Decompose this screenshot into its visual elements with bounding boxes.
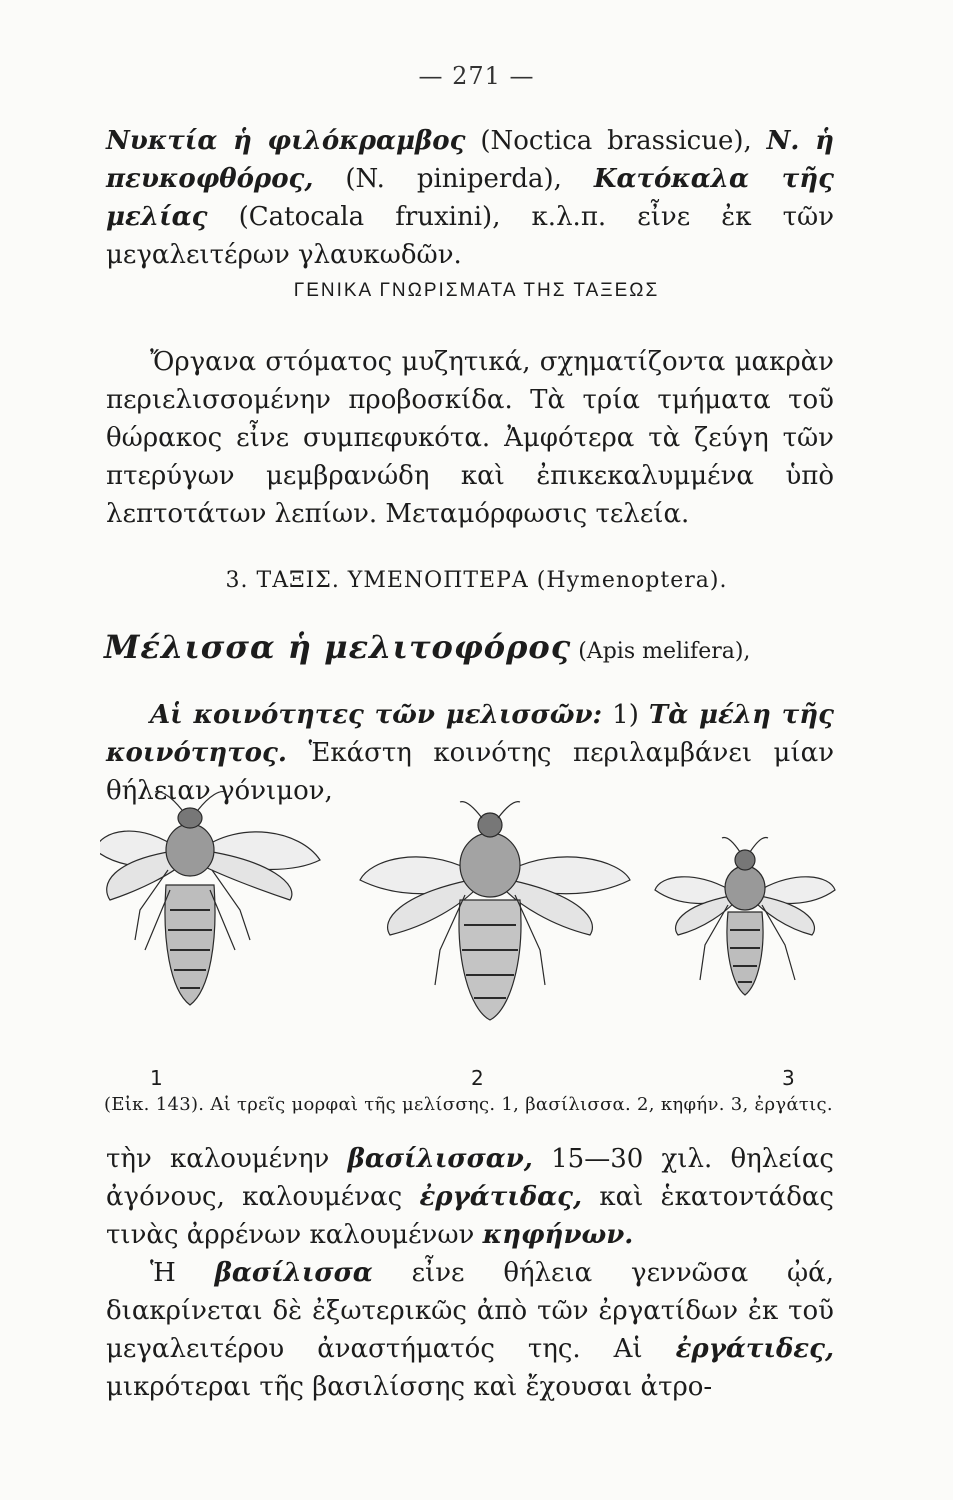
figure-label-3: 3: [782, 1066, 795, 1090]
cont-text-2: 15—30 χιλ. θηλείας ἀγόνους, καλουμένας: [106, 1144, 834, 1212]
general-text: Ὄργανα στόματος μυζητικά, σχηματίζοντα μακρὰν περιελισσομένην προβοσκίδα. Τὰ τρία τμήματα τοῦ θώρακος εἶνε συμπεφυκότα. Ἀμφότερα τὰ ζεύγη τῶν πτερύγων μεμβρανώδη καὶ ἐπικεκαλυμμένα ὑπὸ λεπτοτάτων λεπίων. Μεταμόρφωσις τελεία.: [106, 347, 834, 529]
species-line: [104, 628, 844, 666]
queen-paragraph: [106, 1254, 834, 1406]
order-heading: 3. ΤΑΞΙΣ. ΥΜΕΝΟΠΤΕΡΑ (Hymenoptera).: [225, 568, 728, 593]
species-noctica: Νυκτία ἡ φιλόκραμβος: [106, 126, 466, 156]
cont-text-3: καὶ ἑκατοντάδας τινὰς ἀρρένων καλουμένων: [106, 1182, 834, 1250]
drone-bee-illustration: [360, 802, 630, 1020]
latin-piniperda: (N. piniperda),: [313, 164, 594, 194]
general-paragraph: [106, 343, 834, 533]
term-queen-2: βασίλισσα: [214, 1258, 373, 1288]
queen-bee-illustration: [100, 792, 320, 1005]
page-number: — 271 —: [418, 62, 535, 90]
intro-paragraph: [106, 122, 834, 270]
queen-text-2: εἶνε θήλεια γεννῶσα ᾠά, διακρίνεται δὲ ἐξωτερικῶς ἀπὸ τῶν ἐργατίδων ἐκ τοῦ μεγαλειτέρου ἀναστήματός της. Αἱ: [106, 1258, 834, 1364]
latin-noctica: (Noctica brassicue),: [465, 126, 767, 156]
queen-text-3: μικρότεραι τῆς βασιλίσσης καὶ ἔχουσαι ἀτρο-: [106, 1372, 713, 1402]
continuation-paragraph: [106, 1140, 834, 1254]
species-piniperda: Ν. ἡ πευκοφθόρος,: [106, 126, 834, 194]
communities-lead: Αἱ κοινότητες τῶν μελισσῶν:: [150, 700, 603, 730]
general-heading: ΓΕΝΙΚΑ ΓΝΩΡΙΣΜΑΤΑ ΤΗΣ ΤΑΞΕΩΣ: [293, 280, 660, 301]
figure-label-2: 2: [471, 1066, 484, 1090]
communities-number: 1): [602, 700, 649, 730]
worker-bee-illustration: [655, 838, 835, 995]
bees-figure: [100, 790, 860, 1060]
species-catocala: Κατόκαλα τῆς μελίας: [106, 164, 834, 232]
cont-text-1: τὴν καλουμένην: [106, 1144, 348, 1174]
species-latin: (Apis melifera),: [571, 639, 751, 664]
term-workers: ἐργάτιδας,: [419, 1182, 583, 1212]
figure-label-1: 1: [150, 1066, 163, 1090]
communities-subtitle: Τὰ μέλη τῆς κοινότητος.: [106, 700, 834, 768]
communities-text: Ἑκάστη κοινότης περιλαμβάνει μίαν θήλειαν γόνιμον,: [106, 738, 834, 806]
term-workers-2: ἐργάτιδες,: [675, 1334, 834, 1364]
figure-caption: (Εἰκ. 143). Αἱ τρεῖς μορφαὶ τῆς μελίσσης. 1, βασίλισσα. 2, κηφήν. 3, ἐργάτις.: [104, 1094, 833, 1115]
intro-rest: (Catocala fruxini), κ.λ.π. εἶνε ἐκ τῶν μεγαλειτέρων γλαυκωδῶν.: [106, 202, 834, 270]
term-drones: κηφήνων.: [482, 1220, 634, 1250]
term-queen: βασίλισσαν,: [347, 1144, 533, 1174]
species-name: Μέλισσα ἡ μελιτοφόρος: [104, 628, 572, 666]
queen-text-1: Ἡ: [150, 1258, 215, 1288]
